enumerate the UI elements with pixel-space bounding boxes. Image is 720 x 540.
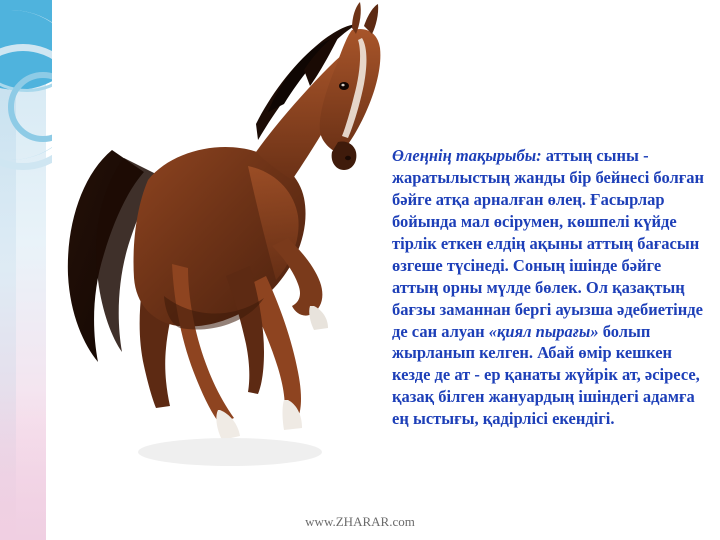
body-quoted-phrase: «қиял пырағы» bbox=[488, 321, 599, 341]
body-paragraph-part1: аттың сыны - жаратылыстың жанды бір бейнесі болған бәйге атқа арналған өлең. Ғасырлар бойында мал өсірумен, көшпелі күйде тірлік еткен елдің ақыны аттың бағасын өзгеше түсінеді. Соның ішінде бәйге аттың орны мүлде бөлек. Ол қазақтың бағзы заманнан бергі ауызша әдебиетінде де сан алуан bbox=[392, 146, 704, 341]
horse-illustration-icon bbox=[52, 0, 382, 510]
footer-url: www.ZHARAR.com bbox=[305, 514, 415, 529]
slide-body-text bbox=[392, 145, 710, 430]
body-paragraph-part2: болып жырланып келген. Абай өмір кешкен кезде де ат - ер қанаты жүйрік ат, әсіресе, қазақ білген жануардың ішіндегі адамға ең ыстығы, қадірлісі екендігі. bbox=[392, 321, 700, 429]
body-lead-label: Өлеңнің тақырыбы: bbox=[392, 146, 542, 165]
horse-image bbox=[52, 0, 382, 510]
